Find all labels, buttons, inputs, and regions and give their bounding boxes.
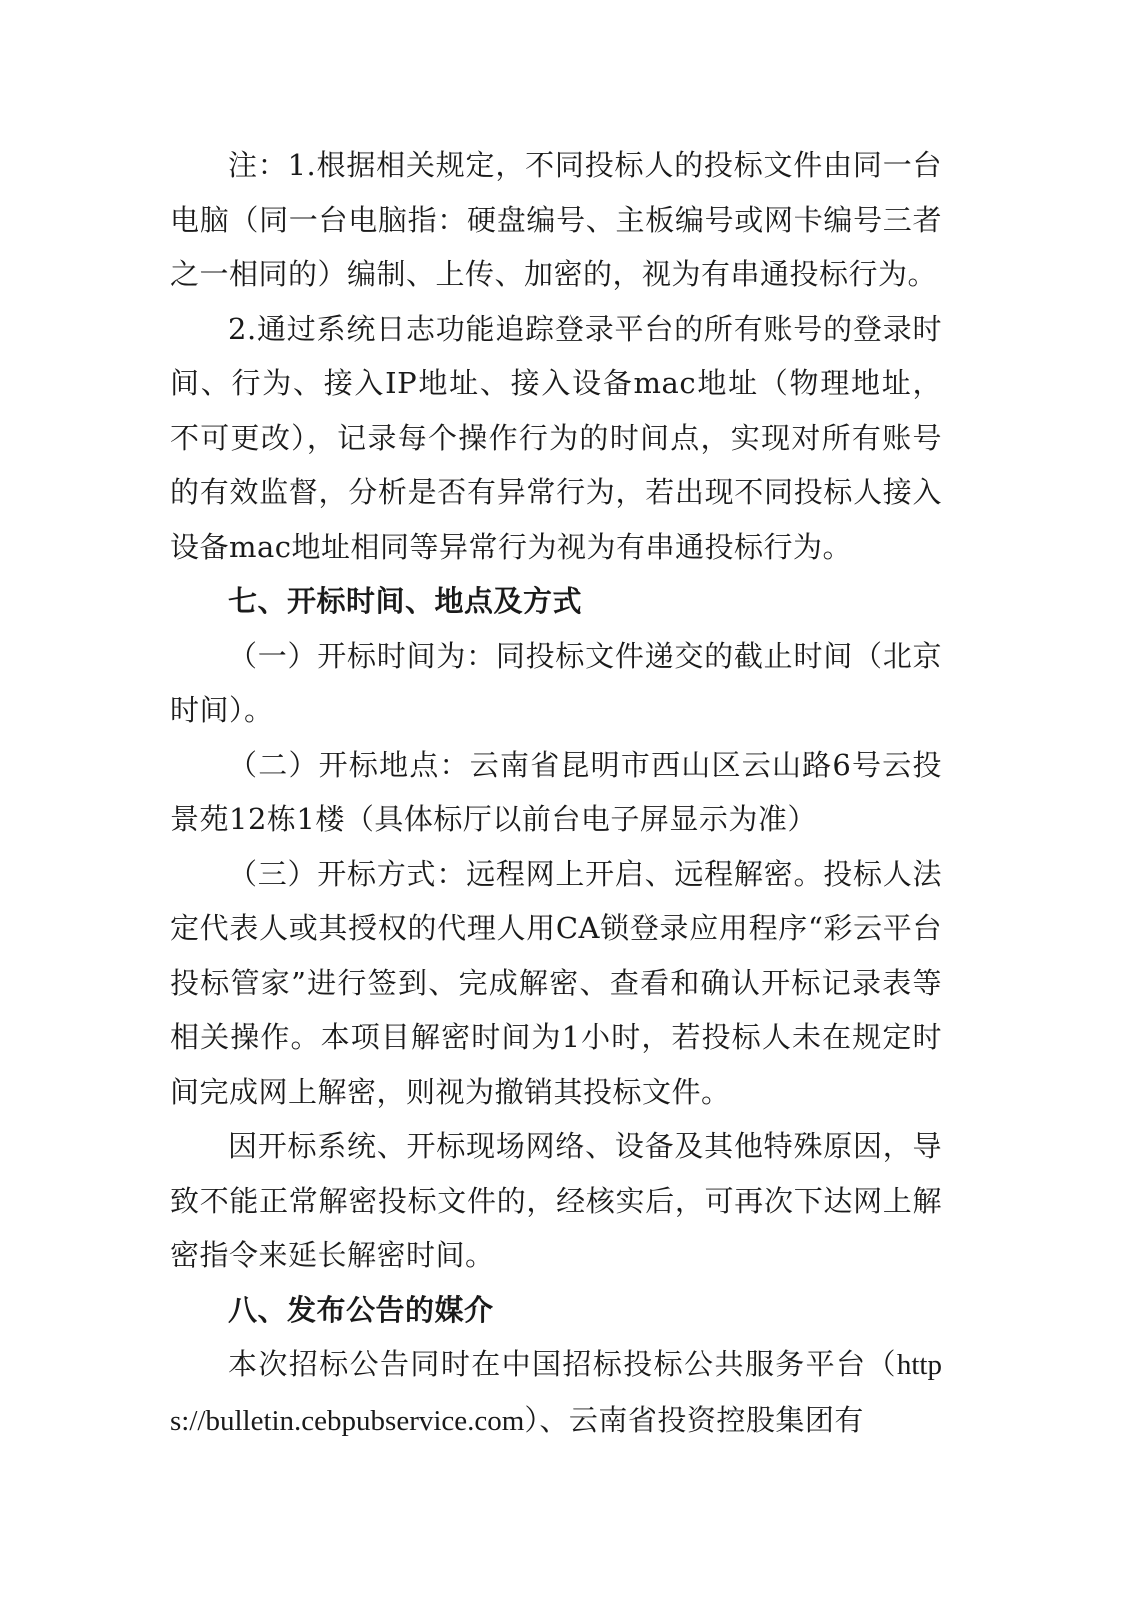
media-paragraph xyxy=(170,1337,942,1448)
document-page xyxy=(170,138,942,1448)
note-1-paragraph: 注：1.根据相关规定，不同投标人的投标文件由同一台电脑（同一台电脑指：硬盘编号、主板编号或网卡编号三者之一相同的）编制、上传、加密的，视为有串通投标行为。 xyxy=(170,148,942,291)
opening-place-paragraph: （二）开标地点：云南省昆明市西山区云山路6号云投景苑12栋1楼（具体标厅以前台电子屏显示为准） xyxy=(170,747,942,836)
section-7-heading: 七、开标时间、地点及方式 xyxy=(228,584,583,618)
opening-time-paragraph: （一）开标时间为：同投标文件递交的截止时间（北京时间）。 xyxy=(170,638,942,727)
media-suffix: ）、云南省投资控股集团有 xyxy=(524,1402,864,1437)
decryption-extension-paragraph: 因开标系统、开标现场网络、设备及其他特殊原因，导致不能正常解密投标文件的，经核实后，可再次下达网上解密指令来延长解密时间。 xyxy=(170,1129,942,1272)
media-prefix: 本次招标公告同时在中国招标投标公共服务平台（ xyxy=(228,1347,897,1381)
opening-method-paragraph: （三）开标方式：远程网上开启、远程解密。投标人法定代表人或其授权的代理人用CA锁登录应用程序“彩云平台投标管家”进行签到、完成解密、查看和确认开标记录表等相关操作。本项目解密时间为1小时，若投标人未在规定时间完成网上解密，则视为撤销其投标文件。 xyxy=(170,856,942,1109)
note-2-paragraph: 2.通过系统日志功能追踪登录平台的所有账号的登录时间、行为、接入IP地址、接入设备mac地址（物理地址，不可更改），记录每个操作行为的时间点，实现对所有账号的有效监督，分析是否有异常行为，若出现不同投标人接入设备mac地址相同等异常行为视为有串通投标行为。 xyxy=(170,311,942,564)
media-url: https://bulletin.cebpubservice.com xyxy=(170,1349,942,1437)
section-8-heading: 八、发布公告的媒介 xyxy=(228,1292,494,1327)
